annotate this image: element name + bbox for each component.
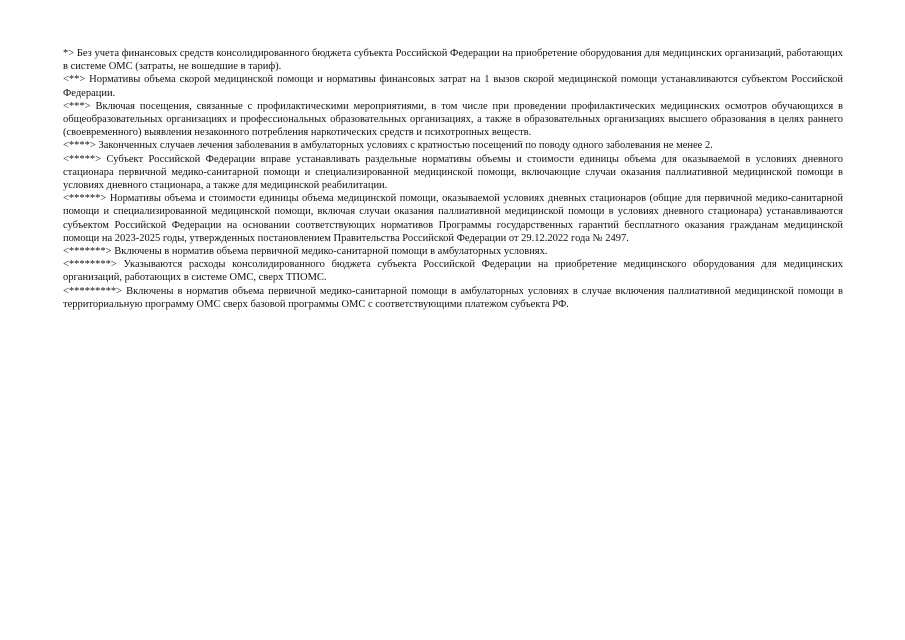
footnote-7: <*******> Включены в норматив объема первичной медико-санитарной помощи в амбулаторных условиях.	[63, 246, 548, 258]
footnote-8: <********> Указываются расходы консолидированного бюджета субъекта Российской Федерации на приобретение медицинского оборудования для медицинских организаций, работающих в системе ОМС, сверх ТПОМС.	[63, 259, 843, 284]
footnote-1: *> Без учета финансовых средств консолидированного бюджета субъекта Российской Федерации на приобретение оборудования для медицинских организаций, работающих в системе ОМС (затраты, не вошедшие в тариф).	[63, 48, 843, 73]
footnote-6: <******> Нормативы объема и стоимости единицы объема медицинской помощи, оказываемой условиях дневных стационаров (общие для первичной медико-санитарной помощи и специализированной медицинской помощи, включая случаи оказания паллиативной медицинской помощи в условиях дневного стационара) устанавливаются субъектом Российской Федерации на основании соответствующих нормативов Программы государственных гарантий бесплатного оказания гражданам медицинской помощи на 2023-2025 годы, утвержденных постановлением Правительства Российской Федерации от 29.12.2022 года № 2497.	[63, 193, 843, 244]
footnote-4: <****> Законченных случаев лечения заболевания в амбулаторных условиях с кратностью посещений по поводу одного заболевания не менее 2.	[63, 140, 713, 152]
footnote-2: <**> Нормативы объема скорой медицинской помощи и нормативы финансовых затрат на 1 вызов скорой медицинской помощи устанавливаются субъектом Российской Федерации.	[63, 74, 843, 99]
footnote-5: <*****> Субъект Российской Федерации вправе устанавливать раздельные нормативы объемы и стоимости единицы объема для оказываемой в условиях дневного стационара первичной медико-санитарной помощи и специализированной медицинской помощи, включающие случаи оказания паллиативной медицинской помощи в условиях дневного стационара, а также для медицинской реабилитации.	[63, 153, 843, 192]
footnote-3: <***> Включая посещения, связанные с профилактическими мероприятиями, в том числе при проведении профилактических медицинских осмотров обучающихся в общеобразовательных организациях и профессиональных образовательных организациях, а также в образовательных организациях высшего образования в целях раннего (своевременного) выявления незаконного потребления наркотических средств и психотропных веществ.	[63, 100, 843, 139]
footnotes-block	[63, 47, 843, 311]
footnote-9: <*********> Включены в норматив объема первичной медико-санитарной помощи в амбулаторных условиях в случае включения паллиативной медицинской помощи в территориальную программу ОМС сверх базовой программы ОМС с соответствующими платежом субъекта РФ.	[63, 285, 843, 310]
